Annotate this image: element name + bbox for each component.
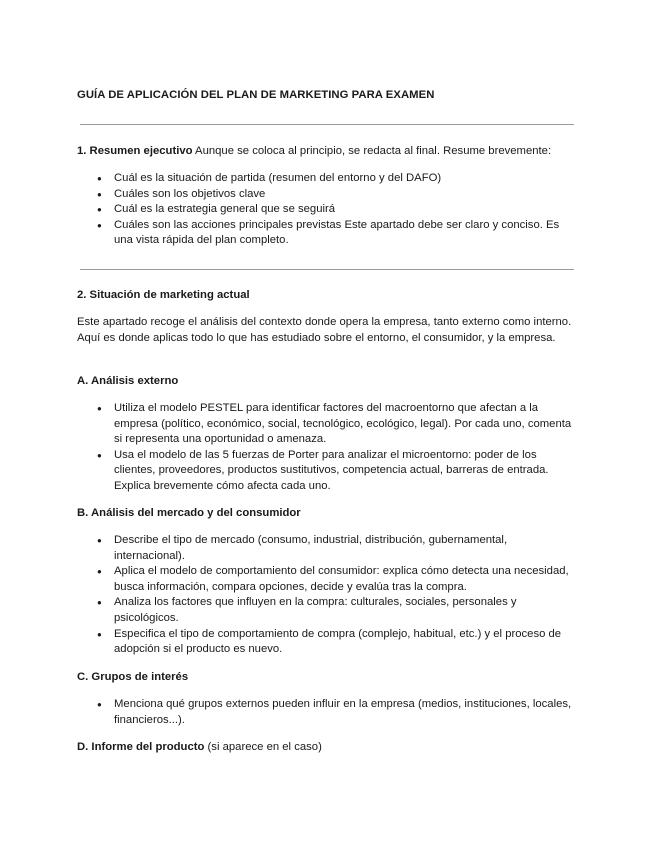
list-item: ● Analiza los factores que influyen en la compra: culturales, sociales, personales y psicológicos. [77, 595, 577, 626]
horizontal-rule [80, 124, 574, 125]
list-item: ● Cuál es la estrategia general que se seguirá [77, 202, 577, 218]
section-b-list [77, 533, 577, 658]
list-item: ● Utiliza el modelo PESTEL para identificar factores del macroentorno que afectan a la empresa (político, económico, social, tecnológico, ecológico, legal). Por cada uno, comenta si representa una oportunidad o amenaza. [77, 401, 577, 448]
section-1-intro-text: Aunque se coloca al principio, se redacta al final. Resume brevemente: [192, 145, 552, 157]
list-item: ● Especifica el tipo de comportamiento de compra (complejo, habitual, etc.) y el proceso de adopción si el producto es nuevo. [77, 627, 577, 658]
list-item: ● Aplica el modelo de comportamiento del consumidor: explica cómo detecta una necesidad, busca información, compara opciones, decide y evalúa tras la compra. [77, 564, 577, 595]
list-item: ● Usa el modelo de las 5 fuerzas de Porter para analizar el microentorno: poder de los clientes, proveedores, productos sustitutivos, competencia actual, barreras de entrada. Explica brevemente cómo afecta cada uno. [77, 448, 577, 495]
list-item: ● Cuáles son los objetivos clave [77, 187, 577, 203]
list-item: ● Describe el tipo de mercado (consumo, industrial, distribución, gubernamental, internacional). [77, 533, 577, 564]
section-a-list [77, 401, 577, 495]
list-item: ● Cuál es la situación de partida (resumen del entorno y del DAFO) [77, 171, 577, 187]
document-title: GUÍA DE APLICACIÓN DEL PLAN DE MARKETING PARA EXAMEN [77, 89, 435, 101]
section-1-heading: 1. Resumen ejecutivo [77, 145, 193, 157]
section-c-heading [77, 670, 577, 686]
section-2-intro [77, 315, 577, 346]
list-item: ● Cuáles son las acciones principales previstas Este apartado debe ser claro y conciso. Es una vista rápida del plan completo. [77, 218, 577, 249]
section-b-heading [77, 506, 577, 522]
section-2-heading [77, 288, 577, 304]
section-1-intro [77, 144, 577, 160]
section-d-heading [77, 740, 577, 756]
section-b-heading-text: B. Análisis del mercado y del consumidor [77, 507, 301, 519]
section-1-list [77, 171, 577, 249]
section-c-heading-text: C. Grupos de interés [77, 671, 189, 683]
section-c-list [77, 697, 577, 728]
section-a-heading [77, 374, 577, 390]
horizontal-rule [80, 269, 574, 270]
section-a-heading-text: A. Análisis externo [77, 375, 179, 387]
section-2-heading-text: 2. Situación de marketing actual [77, 289, 250, 301]
section-2-intro-text: Este apartado recoge el análisis del contexto donde opera la empresa, tanto externo como interno. Aquí es donde aplicas todo lo que has estudiado sobre el entorno, el consumidor, y la empresa. [77, 316, 572, 344]
list-item: ● Menciona qué grupos externos pueden influir en la empresa (medios, instituciones, locales, financieros...). [77, 697, 577, 728]
section-d-note: (si aparece en el caso) [204, 741, 322, 753]
section-d-heading-text: D. Informe del producto [77, 741, 205, 753]
